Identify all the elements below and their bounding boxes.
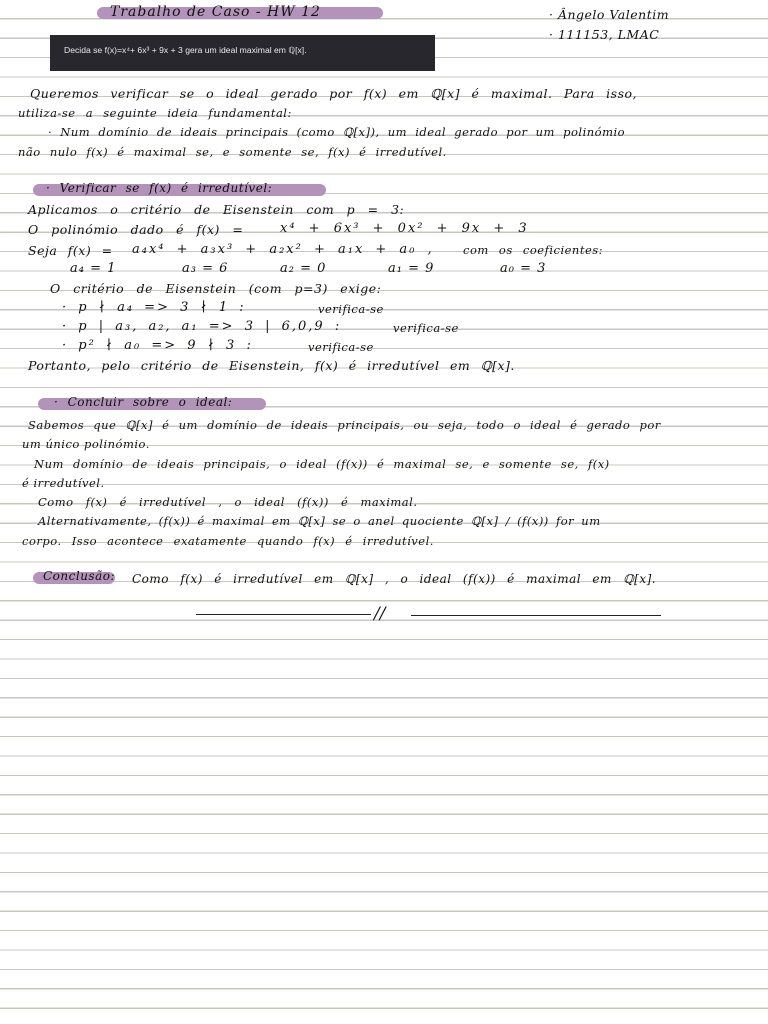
general-form-expression: a₄x⁴ + a₃x³ + a₂x² + a₁x + a₀ , xyxy=(132,242,434,257)
coefficients-label: com os coeficientes: xyxy=(463,243,604,257)
section2-line-4: é irredutível. xyxy=(22,476,105,490)
eisenstein-intro: Aplicamos o critério de Eisenstein com p = 3: xyxy=(28,202,405,217)
polynomial-expression: x⁴ + 6x³ + 0x² + 9x + 3 xyxy=(280,221,529,236)
condition-1-math: · p ∤ a₄ => 3 ∤ 1 : xyxy=(62,300,246,315)
section2-line-5: Como f(x) é irredutível , o ideal (f(x)) é maximal. xyxy=(38,495,418,509)
coefficient-a0: a₀ = 3 xyxy=(500,261,547,276)
intro-line-3: · Num domínio de ideais principais (como ℚ[x]), um ideal gerado por um polinómio xyxy=(48,125,626,139)
section1-heading: · Verificar se f(x) é irredutível: xyxy=(46,181,273,195)
section2-line-7: corpo. Isso acontece exatamente quando f(x) é irredutível. xyxy=(22,534,434,548)
section2-line-2: um único polinómio. xyxy=(22,437,150,451)
polynomial-given-text: O polinómio dado é f(x) = xyxy=(28,222,244,237)
section2-line-6: Alternativamente, (f(x)) é maximal em ℚ[x] se o anel quociente ℚ[x] / (f(x)) for um xyxy=(38,514,601,528)
intro-line-1: Queremos verificar se o ideal gerado por f(x) em ℚ[x] é maximal. Para isso, xyxy=(30,86,637,101)
end-rule-left xyxy=(196,614,371,615)
conclusion-text: Como f(x) é irredutível em ℚ[x] , o ideal (f(x)) é maximal em ℚ[x]. xyxy=(132,572,657,586)
end-mark: // xyxy=(374,604,386,624)
condition-3-math: · p² ∤ a₀ => 9 ∤ 3 : xyxy=(62,338,253,353)
condition-3-note: verifica-se xyxy=(308,340,374,354)
section1-conclusion: Portanto, pelo critério de Eisenstein, f(x) é irredutível em ℚ[x]. xyxy=(28,358,515,373)
coefficient-a3: a₃ = 6 xyxy=(182,261,229,276)
end-rule-right xyxy=(411,615,661,616)
coefficient-a1: a₁ = 9 xyxy=(388,261,435,276)
problem-statement-banner xyxy=(50,35,435,71)
section2-line-1: Sabemos que ℚ[x] é um domínio de ideais principais, ou seja, todo o ideal é gerado por xyxy=(28,418,661,432)
coefficient-a2: a₂ = 0 xyxy=(280,261,327,276)
general-form-text: Seja f(x) = xyxy=(28,243,113,258)
coefficient-a4: a₄ = 1 xyxy=(70,261,117,276)
author-id: · 111153, LMAC xyxy=(549,27,660,42)
intro-line-2: utiliza-se a seguinte ideia fundamental: xyxy=(18,106,292,120)
section2-heading: · Concluir sobre o ideal: xyxy=(54,395,233,409)
section2-line-3: Num domínio de ideais principais, o ideal (f(x)) é maximal se, e somente se, f(x) xyxy=(34,457,610,471)
intro-line-4: não nulo f(x) é maximal se, e somente se, f(x) é irredutível. xyxy=(18,145,447,159)
page-title: Trabalho de Caso - HW 12 xyxy=(110,4,321,20)
condition-1-note: verifica-se xyxy=(318,302,384,316)
problem-statement: Decida se f(x)=x⁴+ 6x³ + 9x + 3 gera um ideal maximal em ℚ[x]. xyxy=(64,45,307,55)
condition-2-note: verifica-se xyxy=(393,321,459,335)
author-name: · Ângelo Valentim xyxy=(549,7,670,22)
condition-2-math: · p | a₃, a₂, a₁ => 3 | 6,0,9 : xyxy=(62,319,342,334)
conclusion-label: Conclusão: xyxy=(43,569,116,583)
eisenstein-criterion: O critério de Eisenstein (com p=3) exige: xyxy=(50,281,382,296)
